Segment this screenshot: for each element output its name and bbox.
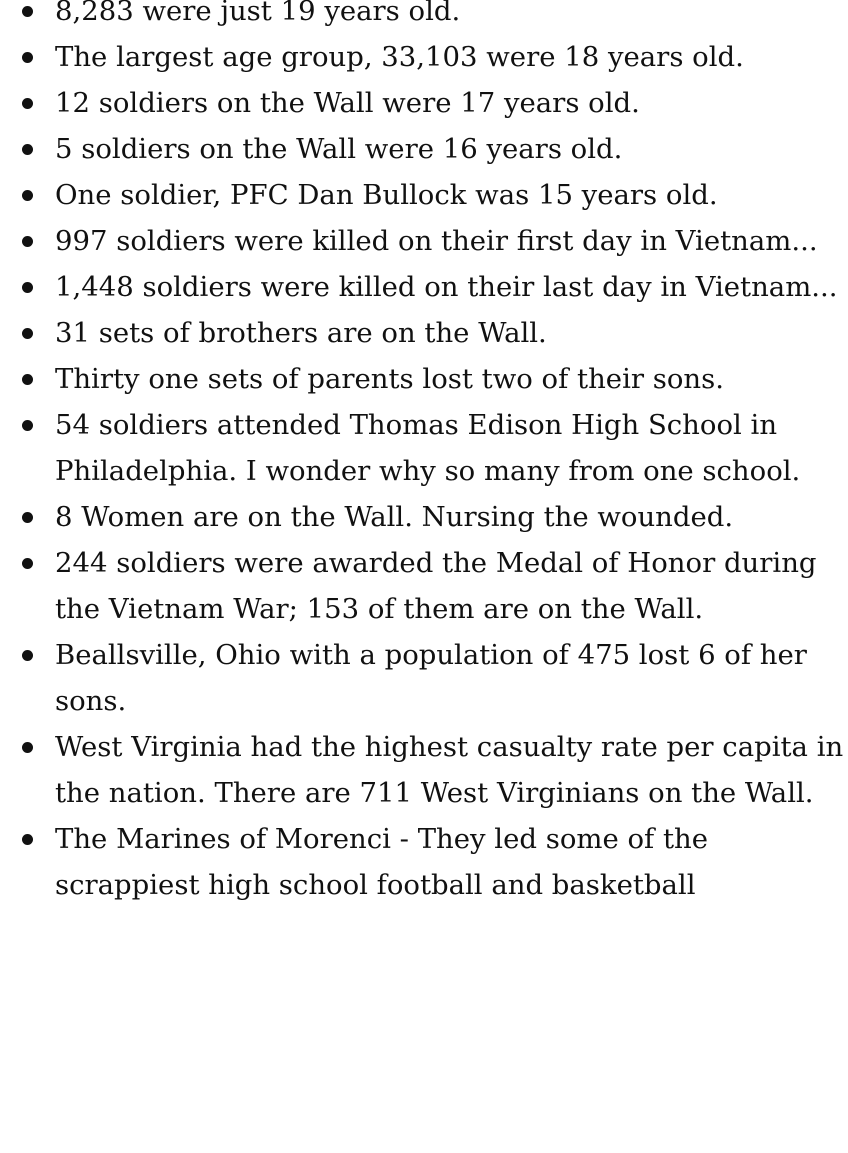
bullet-icon (22, 98, 33, 109)
list-item (0, 632, 848, 724)
list-item (0, 218, 848, 264)
fact-text: One soldier, PFC Dan Bullock was 15 years old. (55, 179, 718, 211)
fact-text: 997 soldiers were killed on their first day in Vietnam... (55, 225, 818, 257)
fact-text: 31 sets of brothers are on the Wall. (55, 317, 547, 349)
fact-text: 54 soldiers attended Thomas Edison High School in Philadelphia. I wonder why so many from one school. (55, 409, 801, 487)
fact-text: Beallsville, Ohio with a population of 475 lost 6 of her sons. (55, 639, 807, 717)
bullet-icon (22, 144, 33, 155)
fact-text: 1,448 soldiers were killed on their last day in Vietnam... (55, 271, 838, 303)
bullet-icon (22, 328, 33, 339)
fact-text: 12 soldiers on the Wall were 17 years old. (55, 87, 640, 119)
bullet-icon (22, 650, 33, 661)
list-item (0, 816, 848, 908)
list-item (0, 356, 848, 402)
fact-text: 8 Women are on the Wall. Nursing the wounded. (55, 501, 734, 533)
list-item (0, 0, 848, 34)
list-item (0, 80, 848, 126)
fact-text: Thirty one sets of parents lost two of their sons. (55, 363, 724, 395)
fact-text: 244 soldiers were awarded the Medal of Honor during the Vietnam War; 153 of them are on the Wall. (55, 547, 817, 625)
list-item (0, 494, 848, 540)
bullet-icon (22, 420, 33, 431)
list-item (0, 724, 848, 816)
bullet-icon (22, 190, 33, 201)
bullet-icon (22, 834, 33, 845)
list-item (0, 172, 848, 218)
fact-text: 5 soldiers on the Wall were 16 years old. (55, 133, 623, 165)
list-item (0, 540, 848, 632)
bullet-icon (22, 374, 33, 385)
list-item (0, 126, 848, 172)
fact-text: The largest age group, 33,103 were 18 years old. (55, 41, 744, 73)
bullet-icon (22, 512, 33, 523)
fact-text: The Marines of Morenci - They led some of the scrappiest high school football and basketball (55, 823, 708, 901)
bullet-icon (22, 52, 33, 63)
bullet-icon (22, 558, 33, 569)
list-item (0, 34, 848, 80)
fact-text: West Virginia had the highest casualty rate per capita in the nation. There are 711 West Virginians on the Wall. (55, 731, 844, 809)
bullet-icon (22, 236, 33, 247)
bullet-icon (22, 282, 33, 293)
list-item (0, 264, 848, 310)
bullet-icon (22, 742, 33, 753)
bullet-icon (22, 6, 33, 17)
list-item (0, 310, 848, 356)
fact-text: 8,283 were just 19 years old. (55, 0, 461, 27)
list-item (0, 402, 848, 494)
